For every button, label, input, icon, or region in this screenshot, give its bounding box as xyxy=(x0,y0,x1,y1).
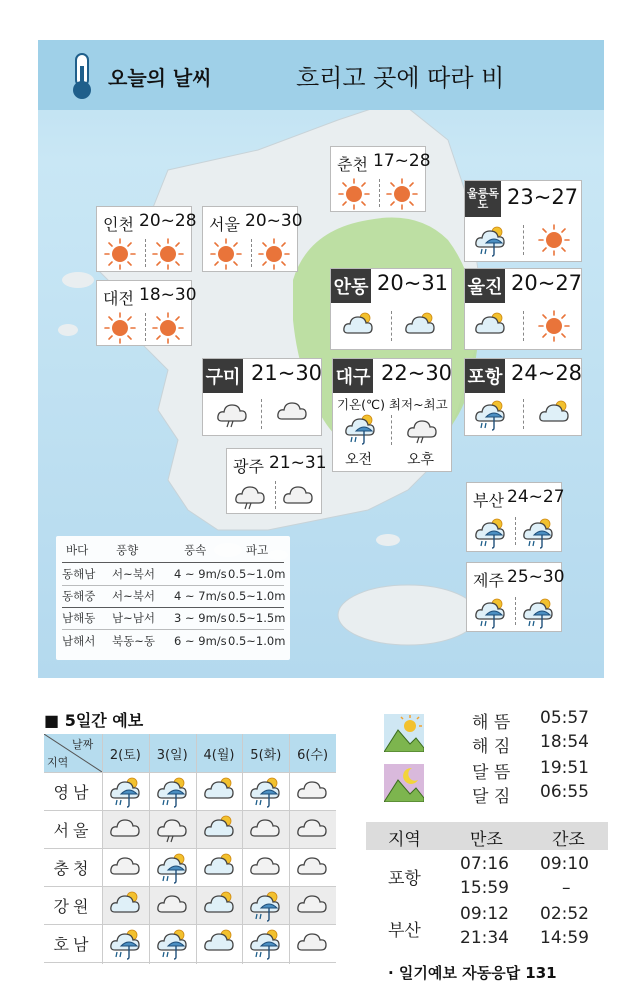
city-name: 안동 xyxy=(331,269,371,303)
city-jeju xyxy=(466,562,565,632)
tide-region: 포항 xyxy=(388,869,421,889)
sea-cell: 0.5~1.0m xyxy=(228,589,286,603)
cloud-rain-icon xyxy=(155,774,189,808)
header-label: 오늘의 날씨 xyxy=(108,66,212,90)
cloud-rain-icon xyxy=(473,223,507,257)
cloud-sun-icon xyxy=(202,774,236,808)
sea-header: 바다 xyxy=(66,543,89,557)
sunny-icon xyxy=(537,309,571,343)
cloud-rain-icon xyxy=(473,595,507,629)
city-incheon xyxy=(96,206,197,272)
city-name: 울릉독도 xyxy=(465,181,501,217)
cloud-rain-icon xyxy=(521,595,555,629)
sunny-icon xyxy=(151,237,185,271)
city-name: 대전 xyxy=(103,289,134,308)
cloud-shower-icon xyxy=(155,812,189,846)
cloud-icon xyxy=(295,850,329,884)
forecast-region: 강원 xyxy=(53,896,93,916)
cloud-rain-icon xyxy=(155,850,189,884)
cloud-icon xyxy=(248,812,282,846)
sea-cell: 남해동 xyxy=(62,611,96,625)
corner-region-label: 지역 xyxy=(47,756,69,769)
cloud-icon xyxy=(275,395,309,429)
cloud-icon xyxy=(295,812,329,846)
cloud-shower-icon xyxy=(215,397,249,431)
moonset-time: 06:55 xyxy=(540,782,589,802)
cloud-icon xyxy=(281,479,315,513)
city-daejeon xyxy=(96,280,197,346)
temp-legend: 기온(℃) 최저~최고 xyxy=(337,397,448,412)
cloud-sun-icon xyxy=(202,926,236,960)
cloud-rain-icon xyxy=(108,774,142,808)
tide-high: 09:12 xyxy=(460,904,509,924)
cloud-shower-icon xyxy=(405,413,439,447)
city-andong xyxy=(330,268,452,350)
tide-high: 21:34 xyxy=(460,928,509,948)
sea-cell: 서~북서 xyxy=(112,567,155,581)
am-label: 오전 xyxy=(345,452,373,468)
forecast-day: 2(토) xyxy=(109,747,141,763)
tide-high: 15:59 xyxy=(460,878,509,898)
tide-low: 02:52 xyxy=(540,904,589,924)
forecast-day: 5(화) xyxy=(250,747,282,763)
sunny-icon xyxy=(103,237,137,271)
tide-low: 14:59 xyxy=(540,928,589,948)
city-temp: 24~27 xyxy=(507,487,565,507)
forecast-region: 영남 xyxy=(53,782,93,802)
sea-header: 풍향 xyxy=(116,543,139,557)
city-temp: 21~31 xyxy=(269,453,327,473)
city-temp: 20~30 xyxy=(245,211,303,231)
city-chuncheon xyxy=(330,146,431,212)
tide-region: 부산 xyxy=(388,921,421,941)
cloud-icon xyxy=(108,812,142,846)
footer-note: · 일기예보 자동응답 131 xyxy=(388,964,557,982)
forecast-day: 3(일) xyxy=(156,747,188,763)
city-name: 광주 xyxy=(233,457,264,476)
city-temp: 20~27 xyxy=(511,271,583,295)
tide-header-region: 지역 xyxy=(388,830,421,850)
city-temp: 20~28 xyxy=(139,211,197,231)
thermometer-icon xyxy=(66,52,98,102)
sea-cell: 서~북서 xyxy=(112,589,155,603)
cloud-sun-icon xyxy=(202,850,236,884)
sunrise-label: 해 뜸 xyxy=(472,713,511,733)
tide-header-low: 간조 xyxy=(552,830,585,850)
five-day-forecast-table xyxy=(44,734,336,964)
city-temp: 20~31 xyxy=(377,271,449,295)
cloud-icon xyxy=(155,888,189,922)
cloud-rain-icon xyxy=(473,515,507,549)
cloud-icon xyxy=(295,888,329,922)
sea-cell: 4 ~ 9m/s xyxy=(174,567,227,581)
cloud-icon xyxy=(295,926,329,960)
moonrise-time: 19:51 xyxy=(540,758,589,778)
city-daegu xyxy=(332,358,452,472)
moonset-label: 달 짐 xyxy=(472,787,511,807)
city-name: 서울 xyxy=(209,215,240,234)
moonrise-icon xyxy=(384,764,424,802)
forecast-region: 호남 xyxy=(53,934,93,954)
sunny-icon xyxy=(103,311,137,345)
cloud-sun-icon xyxy=(473,309,507,343)
sunny-icon xyxy=(537,223,571,257)
city-busan xyxy=(466,482,565,552)
cloud-shower-icon xyxy=(233,479,267,513)
tide-table xyxy=(366,822,608,952)
city-temp: 25~30 xyxy=(507,567,565,587)
sea-cell: 0.5~1.0m xyxy=(228,634,286,648)
city-temp: 22~30 xyxy=(381,361,453,385)
city-temp: 21~30 xyxy=(251,361,323,385)
sea-cell: 남해서 xyxy=(62,634,96,648)
sunny-icon xyxy=(209,237,243,271)
city-name: 대구 xyxy=(333,359,373,393)
cloud-rain-icon xyxy=(343,411,377,445)
pm-label: 오후 xyxy=(407,452,435,468)
sea-cell: 동해중 xyxy=(62,589,96,603)
forecast-day: 4(월) xyxy=(203,747,235,763)
tide-low: 09:10 xyxy=(540,854,589,874)
sea-cell: 3 ~ 9m/s xyxy=(174,611,227,625)
sea-cell: 남~남서 xyxy=(112,611,155,625)
cloud-rain-icon xyxy=(248,888,282,922)
sunset-time: 18:54 xyxy=(540,732,589,752)
cloud-rain-icon xyxy=(473,397,507,431)
sea-cell: 동해남 xyxy=(62,567,96,581)
city-pohang xyxy=(464,358,582,436)
cloud-icon xyxy=(108,850,142,884)
city-uljin xyxy=(464,268,582,350)
sunny-icon xyxy=(257,237,291,271)
city-name: 부산 xyxy=(473,491,504,510)
tide-header xyxy=(366,822,608,850)
sea-header: 파고 xyxy=(246,543,269,557)
sunny-icon xyxy=(337,177,371,211)
sea-cell: 0.5~1.5m xyxy=(228,611,286,625)
cloud-rain-icon xyxy=(248,774,282,808)
sunset-label: 해 짐 xyxy=(472,737,511,757)
sea-cell: 6 ~ 9m/s xyxy=(174,634,227,648)
sunny-icon xyxy=(151,311,185,345)
cloud-icon xyxy=(248,850,282,884)
city-gwangju xyxy=(226,448,327,514)
city-temp: 24~28 xyxy=(511,361,583,385)
sea-cell: 0.5~1.0m xyxy=(228,567,286,581)
cloud-sun-icon xyxy=(341,309,375,343)
headline: 흐리고 곳에 따라 비 xyxy=(296,64,505,92)
cloud-sun-icon xyxy=(108,888,142,922)
cloud-rain-icon xyxy=(155,926,189,960)
city-temp: 17~28 xyxy=(373,151,431,171)
cloud-rain-icon xyxy=(108,926,142,960)
sunrise-icon xyxy=(384,714,424,752)
sea-cell: 북동~동 xyxy=(112,634,155,648)
corner-date-label: 날짜 xyxy=(72,738,94,751)
city-name: 구미 xyxy=(203,359,243,393)
city-seoul xyxy=(202,206,303,272)
cloud-rain-icon xyxy=(248,926,282,960)
city-name: 울진 xyxy=(465,269,505,303)
city-name: 춘천 xyxy=(337,155,368,174)
forecast-region: 서울 xyxy=(53,820,93,840)
forecast-title: ■ 5일간 예보 xyxy=(44,711,144,730)
sea-header: 풍속 xyxy=(184,543,207,557)
tide-low: – xyxy=(562,878,571,898)
cloud-sun-icon xyxy=(202,888,236,922)
moonrise-label: 달 뜸 xyxy=(472,763,511,783)
city-ulleung xyxy=(464,180,582,262)
sun-moon-times xyxy=(380,706,610,806)
cloud-rain-icon xyxy=(521,515,555,549)
city-temp: 23~27 xyxy=(507,185,579,209)
cloud-sun-icon xyxy=(537,397,571,431)
sea-cell: 4 ~ 7m/s xyxy=(174,589,227,603)
city-name: 인천 xyxy=(103,215,134,234)
city-gumi xyxy=(202,358,322,436)
city-name: 포항 xyxy=(465,359,505,393)
sea-conditions-table xyxy=(56,536,290,660)
sunny-icon xyxy=(385,177,419,211)
cloud-sun-icon xyxy=(403,309,437,343)
cloud-sun-icon xyxy=(202,812,236,846)
forecast-day: 6(수) xyxy=(297,747,329,763)
sunrise-time: 05:57 xyxy=(540,708,589,728)
city-name: 제주 xyxy=(473,571,504,590)
forecast-region: 충청 xyxy=(53,858,93,878)
cloud-icon xyxy=(295,774,329,808)
city-temp: 18~30 xyxy=(139,285,197,305)
tide-header-high: 만조 xyxy=(470,830,503,850)
tide-high: 07:16 xyxy=(460,854,509,874)
